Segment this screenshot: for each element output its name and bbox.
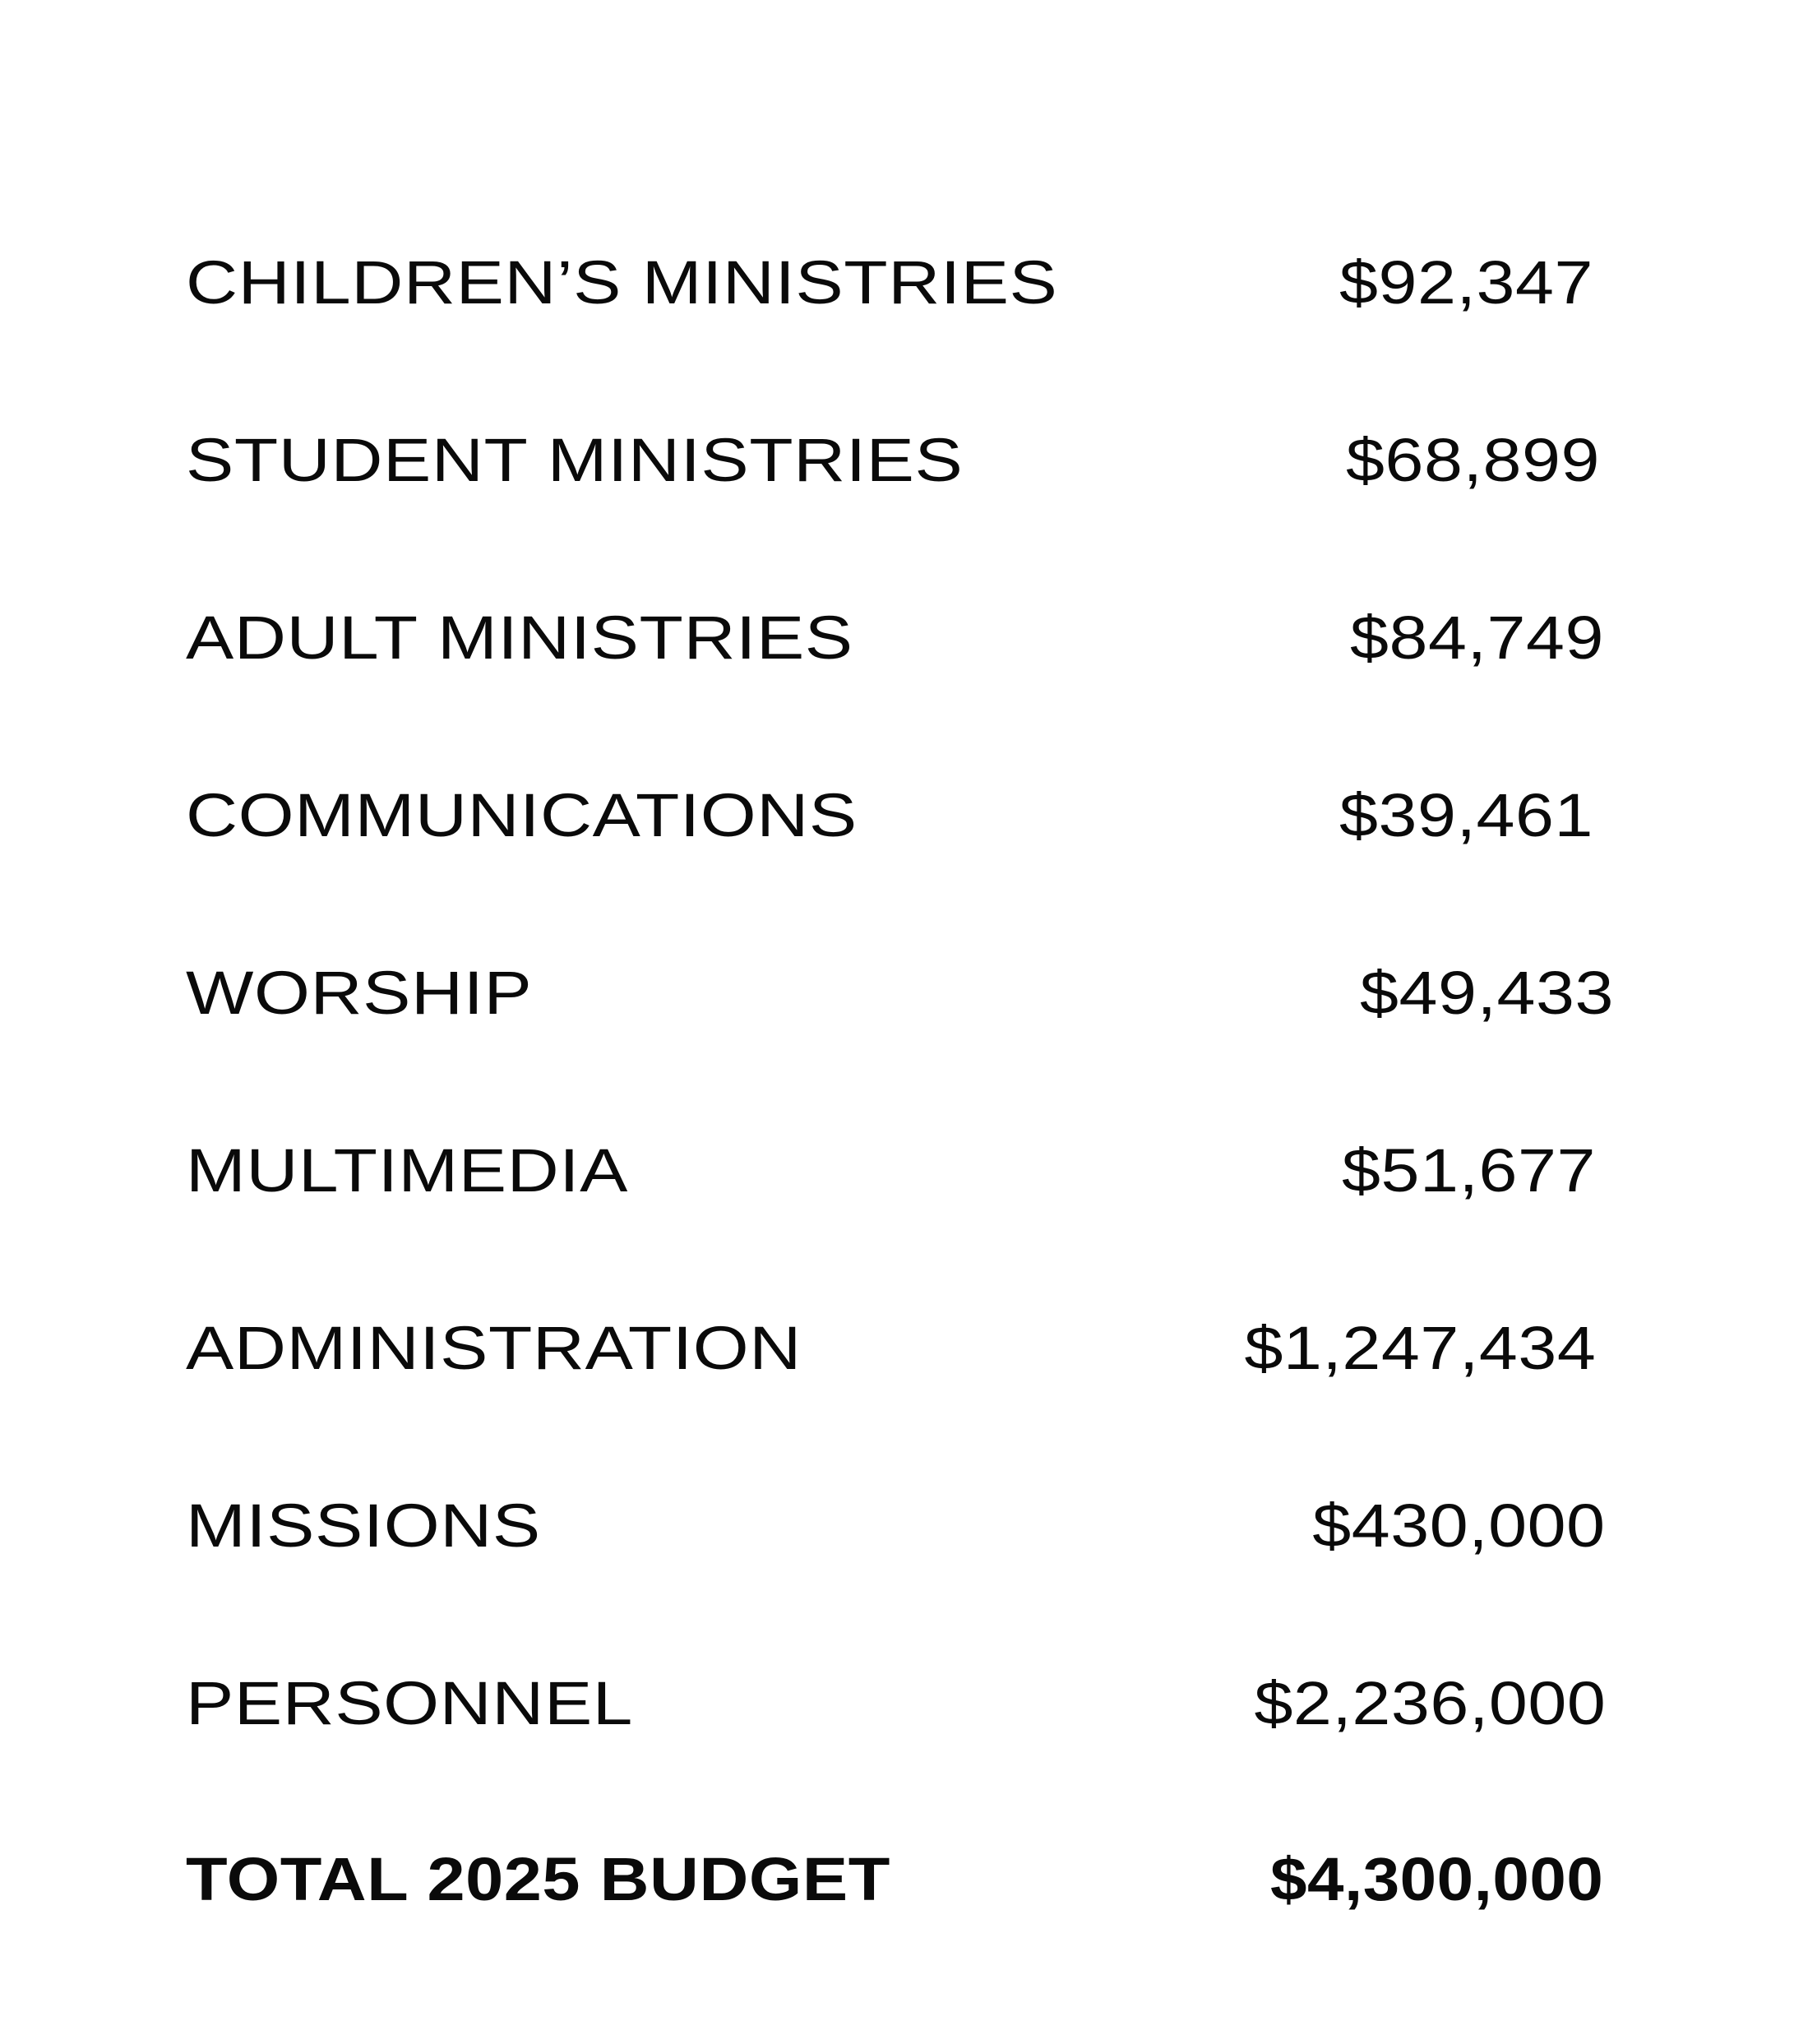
budget-row-administration [0, 1299, 1794, 1398]
budget-row-missions [0, 1477, 1794, 1575]
row-label: MISSIONS [186, 1491, 541, 1560]
budget-row-communications [0, 766, 1794, 865]
row-label: CHILDREN’S MINISTRIES [186, 248, 1058, 317]
row-label: PERSONNEL [186, 1669, 633, 1737]
row-label: STUDENT MINISTRIES [186, 426, 964, 494]
budget-row-student-ministries [0, 411, 1794, 510]
row-amount: $51,677 [1342, 1136, 1596, 1205]
budget-row-childrens-ministries [0, 234, 1794, 332]
budget-row-personnel [0, 1654, 1794, 1753]
row-amount: $49,433 [1360, 959, 1614, 1027]
budget-row-multimedia [0, 1121, 1794, 1220]
row-label: WORSHIP [186, 959, 533, 1027]
row-amount: $2,236,000 [1254, 1669, 1606, 1737]
row-amount: $1,247,434 [1244, 1314, 1596, 1382]
row-amount: $84,749 [1350, 603, 1604, 672]
row-label: ADMINISTRATION [186, 1314, 802, 1382]
total-amount: $4,300,000 [1269, 1845, 1603, 1913]
budget-total-row [0, 1830, 1794, 1929]
row-amount: $39,461 [1339, 781, 1593, 849]
row-label: MULTIMEDIA [186, 1136, 628, 1205]
row-amount: $68,899 [1346, 426, 1600, 494]
total-label: TOTAL 2025 BUDGET [186, 1845, 890, 1913]
budget-row-adult-ministries [0, 589, 1794, 687]
row-label: COMMUNICATIONS [186, 781, 858, 849]
budget-row-worship [0, 944, 1794, 1043]
row-label: ADULT MINISTRIES [186, 603, 853, 672]
row-amount: $430,000 [1312, 1491, 1606, 1560]
row-amount: $92,347 [1339, 248, 1593, 317]
